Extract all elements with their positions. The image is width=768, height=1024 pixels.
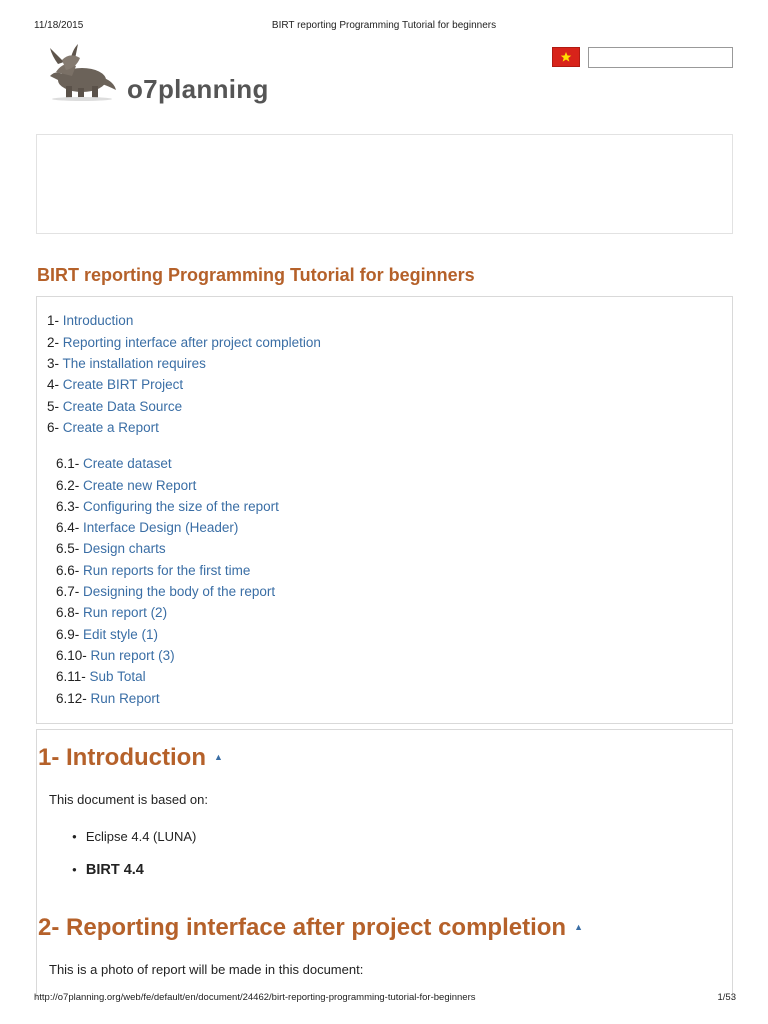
toc-subitem-6-6[interactable] <box>56 563 250 578</box>
toc-item-3[interactable] <box>47 356 206 371</box>
toc-link-create-dataset[interactable]: Create dataset <box>83 456 172 471</box>
toc-subitem-6-8[interactable] <box>56 605 167 620</box>
toc-item-1[interactable] <box>47 313 133 328</box>
section-heading-text: 1- Introduction <box>38 744 206 771</box>
toc-link-create-new-report[interactable]: Create new Report <box>83 478 197 493</box>
section-paragraph: This document is based on: <box>49 792 208 807</box>
section-heading-reporting-interface <box>38 914 583 942</box>
toc-link-designing-body[interactable]: Designing the body of the report <box>83 584 276 599</box>
toc-subitem-6-3[interactable] <box>56 499 279 514</box>
toc-number: 3- <box>47 356 60 371</box>
print-url: http://o7planning.org/web/fe/default/en/document/24462/birt-reporting-programming-tutorial-for-beginners <box>34 992 476 1003</box>
toc-link-reporting-interface[interactable]: Reporting interface after project completion <box>62 335 321 350</box>
triceratops-logo-icon[interactable] <box>42 42 118 102</box>
toc-subitem-6-1[interactable] <box>56 456 172 471</box>
search-input[interactable] <box>588 47 733 68</box>
section-paragraph: This is a photo of report will be made in this document: <box>49 962 364 977</box>
toc-link-installation[interactable]: The installation requires <box>62 356 206 371</box>
toc-number: 1- <box>47 313 60 328</box>
toc-item-6[interactable] <box>47 420 159 435</box>
toc-number: 5- <box>47 399 60 414</box>
toc-number: 6.7- <box>56 584 80 599</box>
toc-number: 6.3- <box>56 499 80 514</box>
toc-link-design-charts[interactable]: Design charts <box>83 541 166 556</box>
site-brand-name[interactable]: o7planning <box>127 74 269 104</box>
list-item <box>72 829 196 844</box>
bullet-dot-icon: ● <box>72 865 77 874</box>
toc-link-run-reports-first-time[interactable]: Run reports for the first time <box>83 563 251 578</box>
toc-number: 6.4- <box>56 520 80 535</box>
toc-link-edit-style-1[interactable]: Edit style (1) <box>83 627 159 642</box>
list-item-text: Eclipse 4.4 (LUNA) <box>85 829 197 844</box>
toc-link-create-data-source[interactable]: Create Data Source <box>62 399 183 414</box>
toc-link-create-report[interactable]: Create a Report <box>62 420 159 435</box>
toc-link-introduction[interactable]: Introduction <box>62 313 134 328</box>
toc-number: 6.9- <box>56 627 80 642</box>
back-to-top-icon[interactable]: ▲ <box>574 921 584 932</box>
list-item-text: BIRT 4.4 <box>85 862 144 878</box>
list-item <box>72 862 144 878</box>
toc-subitem-6-7[interactable] <box>56 584 275 599</box>
toc-link-create-birt-project[interactable]: Create BIRT Project <box>62 377 184 392</box>
toc-subitem-6-11[interactable] <box>56 669 146 684</box>
toc-subitem-6-9[interactable] <box>56 627 158 642</box>
toc-link-configuring-size[interactable]: Configuring the size of the report <box>83 499 279 514</box>
toc-item-4[interactable] <box>47 377 183 392</box>
print-header <box>0 20 768 34</box>
toc-link-run-report-3[interactable]: Run report (3) <box>90 648 175 663</box>
toc-number: 6.8- <box>56 605 80 620</box>
toc-number: 6.5- <box>56 541 80 556</box>
toc-link-sub-total[interactable]: Sub Total <box>89 669 146 684</box>
toc-subitem-6-4[interactable] <box>56 520 238 535</box>
vietnam-flag-icon[interactable] <box>552 47 580 67</box>
toc-number: 6.10- <box>56 648 87 663</box>
toc-number: 6.2- <box>56 478 80 493</box>
toc-number: 6.11- <box>56 669 86 684</box>
toc-subitem-6-12[interactable] <box>56 691 160 706</box>
toc-subitem-6-10[interactable] <box>56 648 175 663</box>
toc-number: 2- <box>47 335 60 350</box>
section-heading-text: 2- Reporting interface after project completion <box>38 914 567 941</box>
back-to-top-icon[interactable]: ▲ <box>213 751 223 762</box>
toc-number: 6.6- <box>56 563 80 578</box>
toc-number: 4- <box>47 377 60 392</box>
toc-item-2[interactable] <box>47 335 321 350</box>
toc-number: 6.1- <box>56 456 80 471</box>
print-title: BIRT reporting Programming Tutorial for beginners <box>271 20 497 31</box>
print-page-number: 1/53 <box>717 992 736 1003</box>
toc-subitem-6-5[interactable] <box>56 541 166 556</box>
toc-number: 6.12- <box>56 691 87 706</box>
ad-banner-placeholder <box>36 134 733 234</box>
section-heading-introduction <box>38 744 223 772</box>
print-footer <box>0 992 768 1006</box>
bullet-dot-icon: ● <box>72 832 77 841</box>
toc-number: 6- <box>47 420 60 435</box>
toc-link-run-report[interactable]: Run Report <box>90 691 160 706</box>
toc-subitem-6-2[interactable] <box>56 478 196 493</box>
toc-link-run-report-2[interactable]: Run report (2) <box>83 605 168 620</box>
print-date: 11/18/2015 <box>34 20 84 31</box>
toc-link-interface-design-header[interactable]: Interface Design (Header) <box>83 520 239 535</box>
toc-item-5[interactable] <box>47 399 182 414</box>
page-title: BIRT reporting Programming Tutorial for beginners <box>37 265 475 285</box>
